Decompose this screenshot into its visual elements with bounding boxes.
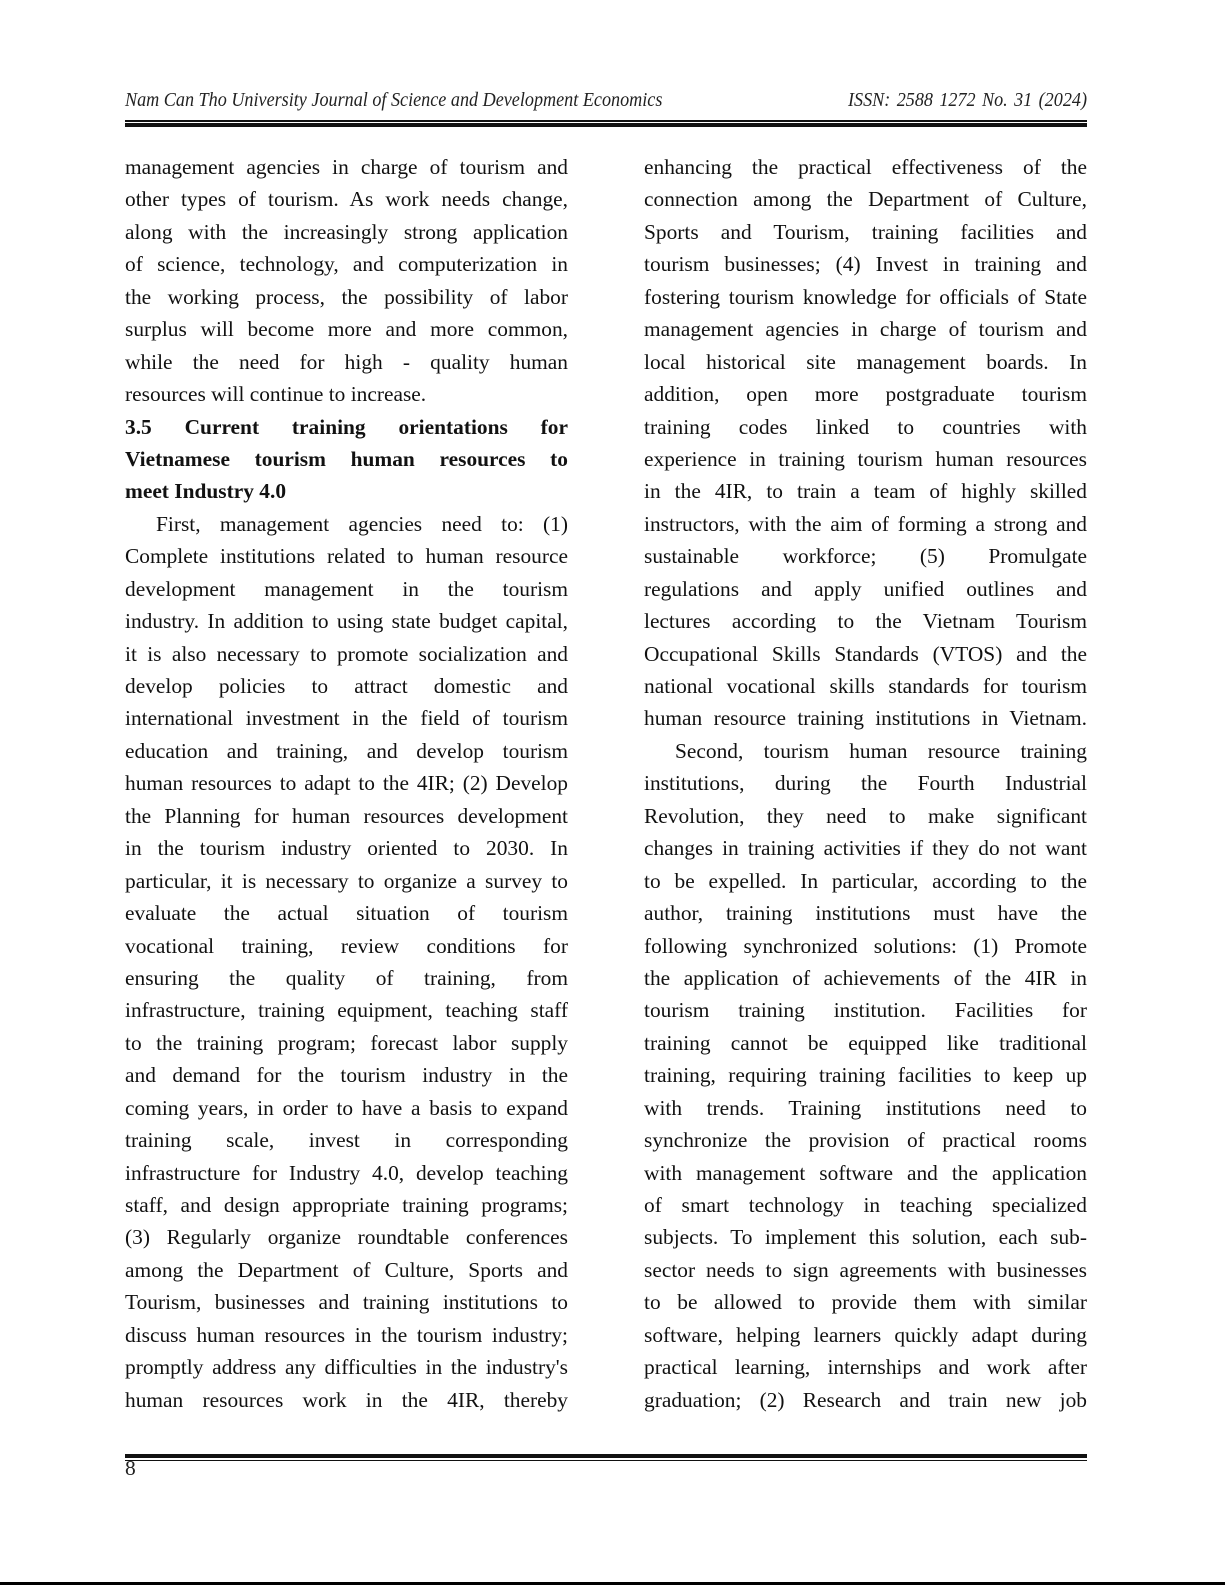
paragraph-first bbox=[125, 508, 568, 1416]
text-line: infrastructure, training equipment, teaching staff bbox=[125, 998, 568, 1023]
heading-line: 3.5 Current training orientations for bbox=[125, 414, 568, 439]
text-line: other types of tourism. As work needs change, bbox=[125, 187, 568, 212]
text-line: the application of achievements of the 4IR in bbox=[644, 965, 1087, 990]
footer-rule-thick bbox=[125, 1454, 1087, 1458]
text-line: regulations and apply unified outlines and bbox=[644, 576, 1087, 601]
text-line: along with the increasingly strong application bbox=[125, 219, 568, 244]
header-rule-thick bbox=[125, 123, 1087, 127]
text-line: Revolution, they need to make significant bbox=[644, 803, 1087, 828]
text-line: software, helping learners quickly adapt during bbox=[644, 1322, 1087, 1347]
text-line: of science, technology, and computerization in bbox=[125, 252, 568, 277]
text-line: to be allowed to provide them with similar bbox=[644, 1290, 1087, 1315]
text-line: to the training program; forecast labor supply bbox=[125, 1030, 568, 1055]
text-line: with management software and the application bbox=[644, 1160, 1087, 1185]
text-line: particular, it is necessary to organize a survey to bbox=[125, 868, 568, 893]
text-line: sustainable workforce; (5) Promulgate bbox=[644, 544, 1087, 569]
text-line: (3) Regularly organize roundtable conferences bbox=[125, 1225, 568, 1250]
text-line: to be expelled. In particular, according to the bbox=[644, 868, 1087, 893]
heading-line: Vietnamese tourism human resources to bbox=[125, 446, 568, 471]
text-line: the working process, the possibility of labor bbox=[125, 284, 568, 309]
text-line: synchronize the provision of practical rooms bbox=[644, 1128, 1087, 1153]
paragraph-continued bbox=[644, 151, 1087, 735]
text-line: vocational training, review conditions for bbox=[125, 933, 568, 958]
page-number: 8 bbox=[125, 1456, 136, 1480]
text-line: in the 4IR, to train a team of highly skilled bbox=[644, 479, 1087, 504]
text-line: fostering tourism knowledge for officials of State bbox=[644, 284, 1087, 309]
issn-issue: ISSN: 2588 1272 No. 31 (2024) bbox=[847, 90, 1087, 111]
text-line: education and training, and develop tourism bbox=[125, 738, 568, 763]
text-line: human resources to adapt to the 4IR; (2) Develop bbox=[125, 771, 568, 796]
text-line: industry. In addition to using state budget capital, bbox=[125, 609, 568, 634]
text-line: local historical site management boards. In bbox=[644, 349, 1087, 374]
text-line: tourism businesses; (4) Invest in training and bbox=[644, 252, 1087, 277]
journal-title: Nam Can Tho University Journal of Science and Development Economics bbox=[125, 90, 663, 111]
text-line: training cannot be equipped like traditional bbox=[644, 1030, 1087, 1055]
text-line: evaluate the actual situation of tourism bbox=[125, 901, 568, 926]
heading-line: meet Industry 4.0 bbox=[125, 479, 287, 504]
text-line: promptly address any difficulties in the industry's bbox=[125, 1355, 568, 1380]
text-line: training, requiring training facilities to keep up bbox=[644, 1063, 1087, 1088]
text-line: institutions, during the Fourth Industrial bbox=[644, 771, 1087, 796]
text-line: graduation; (2) Research and train new job bbox=[644, 1387, 1087, 1412]
text-line: infrastructure for Industry 4.0, develop teaching bbox=[125, 1160, 568, 1185]
text-line: management agencies in charge of tourism and bbox=[644, 317, 1087, 342]
text-line: coming years, in order to have a basis to expand bbox=[125, 1095, 568, 1120]
text-line: with trends. Training institutions need to bbox=[644, 1095, 1087, 1120]
text-line: tourism training institution. Facilities for bbox=[644, 998, 1087, 1023]
text-line: develop policies to attract domestic and bbox=[125, 674, 568, 698]
text-line: addition, open more postgraduate tourism bbox=[644, 382, 1087, 407]
text-line: First, management agencies need to: (1) bbox=[156, 511, 568, 536]
text-line: ensuring the quality of training, from bbox=[125, 965, 568, 990]
text-line: following synchronized solutions: (1) Promote bbox=[644, 933, 1087, 958]
running-header bbox=[125, 90, 1087, 120]
text-line: it is also necessary to promote socialization and bbox=[125, 641, 568, 666]
text-line: training scale, invest in corresponding bbox=[125, 1128, 568, 1153]
left-column bbox=[125, 151, 568, 1416]
text-line: changes in training activities if they do not want bbox=[644, 836, 1087, 861]
text-line: human resources work in the 4IR, thereby bbox=[125, 1387, 568, 1412]
text-line: lectures according to the Vietnam Tourism bbox=[644, 609, 1087, 634]
text-line: author, training institutions must have the bbox=[644, 901, 1087, 926]
text-line: subjects. To implement this solution, each sub- bbox=[644, 1225, 1087, 1250]
text-line: of smart technology in teaching specialized bbox=[644, 1193, 1087, 1217]
text-line: connection among the Department of Culture, bbox=[644, 187, 1087, 212]
text-line: while the need for high - quality human bbox=[125, 349, 568, 374]
text-line: enhancing the practical effectiveness of the bbox=[644, 155, 1087, 179]
text-line: training codes linked to countries with bbox=[644, 414, 1087, 439]
text-line: Sports and Tourism, training facilities and bbox=[644, 219, 1087, 244]
text-line: sector needs to sign agreements with businesses bbox=[644, 1257, 1087, 1282]
text-line: resources will continue to increase. bbox=[125, 382, 427, 407]
text-line: discuss human resources in the tourism industry; bbox=[125, 1322, 568, 1347]
text-line: national vocational skills standards for tourism bbox=[644, 674, 1087, 698]
header-rule-thin bbox=[125, 120, 1087, 122]
text-line: human resource training institutions in Vietnam. bbox=[644, 706, 1087, 731]
text-line: Tourism, businesses and training institutions to bbox=[125, 1290, 568, 1315]
text-line: Occupational Skills Standards (VTOS) and the bbox=[644, 641, 1087, 666]
text-line: practical learning, internships and work after bbox=[644, 1355, 1087, 1380]
text-line: instructors, with the aim of forming a strong and bbox=[644, 511, 1087, 536]
text-line: international investment in the field of tourism bbox=[125, 706, 568, 731]
paragraph-continued bbox=[125, 151, 568, 411]
text-line: and demand for the tourism industry in the bbox=[125, 1063, 568, 1088]
footer-rule-thin bbox=[125, 1460, 1087, 1462]
text-line: staff, and design appropriate training programs; bbox=[125, 1193, 568, 1217]
text-line: surplus will become more and more common, bbox=[125, 317, 568, 342]
section-heading bbox=[125, 411, 568, 508]
text-line: in the tourism industry oriented to 2030. In bbox=[125, 836, 568, 861]
text-line: experience in training tourism human resources bbox=[644, 446, 1087, 471]
text-line: the Planning for human resources development bbox=[125, 803, 568, 828]
text-line: Second, tourism human resource training bbox=[675, 738, 1087, 763]
text-line: management agencies in charge of tourism and bbox=[125, 155, 568, 179]
text-line: development management in the tourism bbox=[125, 576, 568, 601]
paragraph-second bbox=[644, 735, 1087, 1416]
text-line: among the Department of Culture, Sports and bbox=[125, 1257, 568, 1282]
text-line: Complete institutions related to human resource bbox=[125, 544, 568, 569]
right-column bbox=[644, 151, 1087, 1416]
